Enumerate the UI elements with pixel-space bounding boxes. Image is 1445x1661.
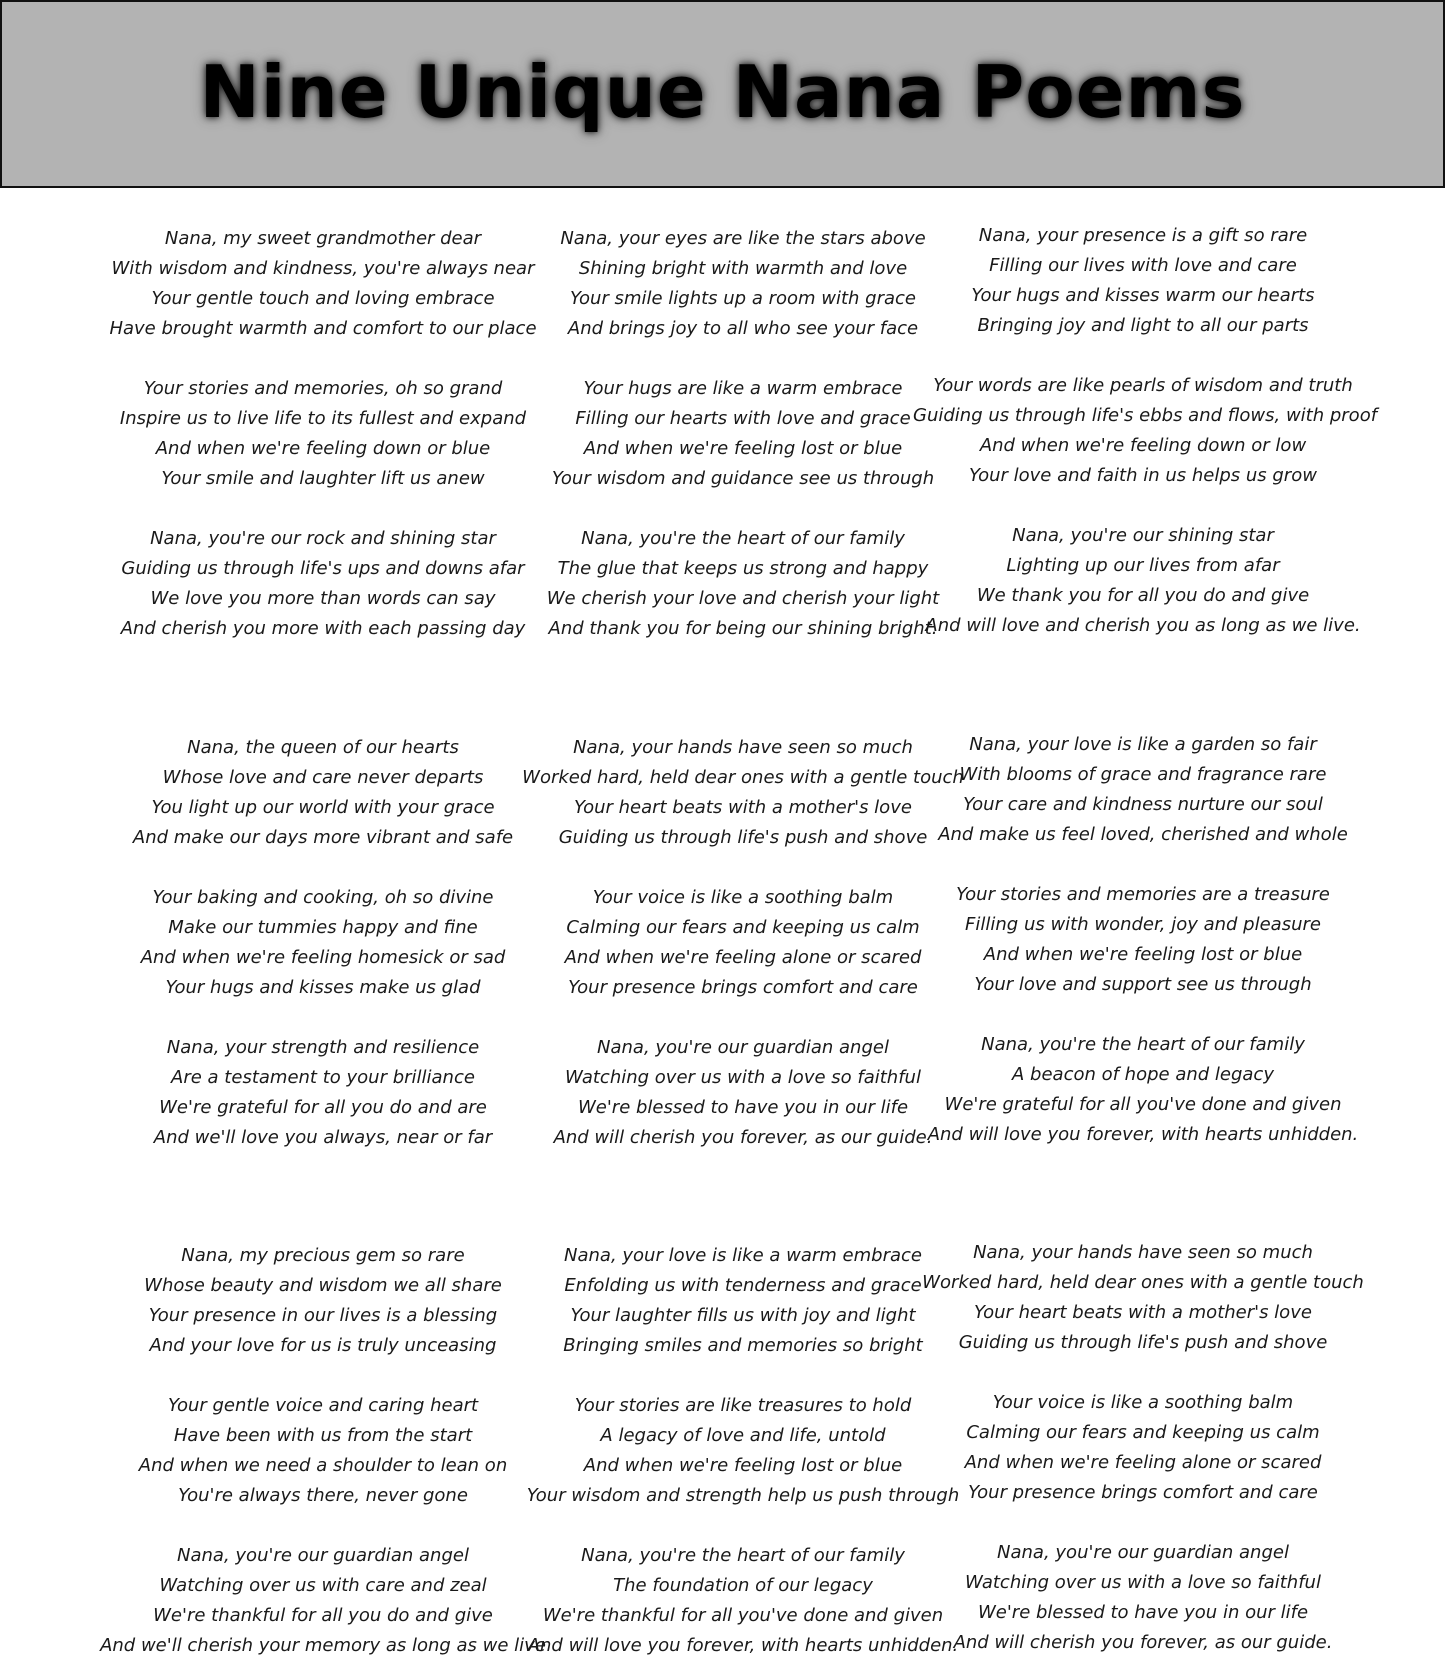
- poem-line: And will love you forever, with hearts unhidden.: [527, 1635, 959, 1656]
- poem-line: The glue that keeps us strong and happy: [557, 558, 929, 579]
- stanza: [913, 521, 1373, 641]
- poem-line: Nana, you're our guardian angel: [597, 1037, 889, 1058]
- poem-line: And brings joy to all who see your face: [567, 318, 919, 339]
- stanza: [93, 224, 553, 344]
- poem-line: We're grateful for all you do and are: [159, 1097, 487, 1118]
- poem-line: Guiding us through life's push and shove: [558, 827, 928, 848]
- stanza: [93, 524, 553, 644]
- stanza: [913, 221, 1373, 341]
- poem-line: Your stories and memories, oh so grand: [143, 378, 503, 399]
- stanza: [513, 224, 973, 344]
- poem-line: Watching over us with a love so faithful: [565, 1067, 921, 1088]
- poem-line: Your stories and memories are a treasure: [956, 884, 1330, 905]
- poem-line: Nana, you're the heart of our family: [581, 528, 905, 549]
- poem-line: Your smile and laughter lift us anew: [161, 468, 485, 489]
- poem-line: We're grateful for all you've done and given: [944, 1094, 1342, 1115]
- stanza: [913, 1238, 1373, 1358]
- poem-4: [93, 733, 553, 1153]
- poem-line: We cherish your love and cherish your light: [546, 588, 940, 609]
- poem-line: And cherish you more with each passing day: [120, 618, 526, 639]
- poem-line: Watching over us with care and zeal: [159, 1575, 487, 1596]
- poem-6: [913, 730, 1373, 1150]
- poem-line: Your hugs and kisses make us glad: [165, 977, 481, 998]
- stanza: [913, 730, 1373, 850]
- stanza: [913, 1030, 1373, 1150]
- poem-line: And when we're feeling alone or scared: [564, 947, 922, 968]
- poem-line: Your care and kindness nurture our soul: [963, 794, 1323, 815]
- poem-line: Nana, the queen of our hearts: [187, 737, 459, 758]
- poem-line: And will love you forever, with hearts unhidden.: [927, 1124, 1359, 1145]
- stanza: [93, 733, 553, 853]
- poem-9: [913, 1238, 1373, 1658]
- stanza: [93, 1241, 553, 1361]
- stanza: [93, 1541, 553, 1661]
- poem-line: And will cherish you forever, as our guide.: [553, 1127, 933, 1148]
- poem-line: Nana, your presence is a gift so rare: [978, 225, 1308, 246]
- poem-line: Nana, you're the heart of our family: [981, 1034, 1305, 1055]
- poem-line: Nana, my sweet grandmother dear: [164, 228, 482, 249]
- stanza: [513, 1241, 973, 1361]
- poem-line: And will love and cherish you as long as we live.: [925, 615, 1361, 636]
- stanza: [513, 1391, 973, 1511]
- poem-line: And when we're feeling down or blue: [155, 438, 491, 459]
- poem-line: And make us feel loved, cherished and whole: [938, 824, 1348, 845]
- poem-line: Your baking and cooking, oh so divine: [152, 887, 494, 908]
- stanza: [513, 374, 973, 494]
- poem-line: A beacon of hope and legacy: [1012, 1064, 1274, 1085]
- poem-line: And when we're feeling alone or scared: [964, 1452, 1322, 1473]
- poem-line: Your hugs are like a warm embrace: [583, 378, 903, 399]
- poem-line: We're blessed to have you in our life: [577, 1097, 909, 1118]
- poem-line: Your presence brings comfort and care: [968, 1482, 1318, 1503]
- poem-7: [93, 1241, 553, 1661]
- poem-8: [513, 1241, 973, 1661]
- stanza: [513, 1033, 973, 1153]
- poem-line: Are a testament to your brilliance: [171, 1067, 475, 1088]
- page-title: Nine Unique Nana Poems: [199, 50, 1246, 134]
- poem-line: Your laughter fills us with joy and light: [570, 1305, 916, 1326]
- poem-line: Worked hard, held dear ones with a gentle touch: [522, 767, 964, 788]
- poem-line: Your presence in our lives is a blessing: [148, 1305, 498, 1326]
- poem-line: Your voice is like a soothing balm: [992, 1392, 1294, 1413]
- poem-line: Nana, you're our guardian angel: [177, 1545, 469, 1566]
- poem-line: You're always there, never gone: [178, 1485, 468, 1506]
- poem-1: [93, 224, 553, 644]
- poem-line: We love you more than words can say: [150, 588, 496, 609]
- stanza: [513, 883, 973, 1003]
- poem-line: Your heart beats with a mother's love: [574, 797, 912, 818]
- stanza: [913, 1388, 1373, 1508]
- poem-line: We're thankful for all you've done and given: [542, 1605, 944, 1626]
- poem-line: Your gentle voice and caring heart: [167, 1395, 479, 1416]
- title-banner: [0, 0, 1445, 188]
- poem-line: And we'll love you always, near or far: [153, 1127, 493, 1148]
- poem-line: With wisdom and kindness, you're always near: [111, 258, 535, 279]
- poem-line: Guiding us through life's ups and downs afar: [121, 558, 525, 579]
- poem-line: And thank you for being our shining bright.: [548, 618, 938, 639]
- poem-line: Your stories are like treasures to hold: [574, 1395, 912, 1416]
- poem-line: Nana, your strength and resilience: [166, 1037, 480, 1058]
- poem-line: We're blessed to have you in our life: [977, 1602, 1309, 1623]
- poem-line: Whose beauty and wisdom we all share: [144, 1275, 502, 1296]
- poem-line: Your hugs and kisses warm our hearts: [971, 285, 1315, 306]
- poem-line: Make our tummies happy and fine: [168, 917, 478, 938]
- stanza: [913, 371, 1378, 491]
- stanza: [93, 374, 553, 494]
- poem-line: Nana, your hands have seen so much: [573, 737, 913, 758]
- poem-5: [513, 733, 973, 1153]
- poem-line: Calming our fears and keeping us calm: [966, 1422, 1320, 1443]
- poem-line: Filling us with wonder, joy and pleasure: [965, 914, 1321, 935]
- poem-line: Lighting up our lives from afar: [1006, 555, 1280, 576]
- poem-line: And when we need a shoulder to lean on: [138, 1455, 508, 1476]
- poem-line: And when we're feeling lost or blue: [583, 438, 903, 459]
- poem-line: Watching over us with a love so faithful: [965, 1572, 1321, 1593]
- poem-line: And when we're feeling down or low: [979, 435, 1307, 456]
- stanza: [513, 1541, 973, 1661]
- poem-line: Nana, my precious gem so rare: [181, 1245, 465, 1266]
- poem-line: And make our days more vibrant and safe: [132, 827, 514, 848]
- poem-line: Your smile lights up a room with grace: [570, 288, 916, 309]
- poem-line: Enfolding us with tenderness and grace: [564, 1275, 922, 1296]
- poem-line: Have brought warmth and comfort to our place: [109, 318, 537, 339]
- poem-line: Your love and faith in us helps us grow: [969, 465, 1317, 486]
- poem-line: With blooms of grace and fragrance rare: [959, 764, 1327, 785]
- poem-line: And when we're feeling homesick or sad: [140, 947, 506, 968]
- stanza: [513, 733, 973, 853]
- poem-line: And we'll cherish your memory as long as we live: [100, 1635, 546, 1656]
- poem-line: Nana, your hands have seen so much: [973, 1242, 1313, 1263]
- poem-line: Bringing joy and light to all our parts: [977, 315, 1309, 336]
- poem-line: Guiding us through life's ebbs and flows, with proof: [913, 405, 1378, 426]
- stanza: [513, 524, 973, 644]
- stanza: [93, 883, 553, 1003]
- poem-2: [513, 224, 973, 644]
- poem-line: Inspire us to live life to its fullest and expand: [119, 408, 527, 429]
- poem-line: Filling our hearts with love and grace: [575, 408, 911, 429]
- poem-line: Your gentle touch and loving embrace: [151, 288, 495, 309]
- poem-line: And your love for us is truly unceasing: [149, 1335, 497, 1356]
- poem-line: You light up our world with your grace: [151, 797, 495, 818]
- poem-line: Nana, your love is like a warm embrace: [564, 1245, 922, 1266]
- poem-line: Guiding us through life's push and shove: [958, 1332, 1328, 1353]
- stanza: [93, 1391, 553, 1511]
- poem-line: And will cherish you forever, as our guide.: [953, 1632, 1333, 1653]
- poem-line: Nana, you're our guardian angel: [997, 1542, 1289, 1563]
- poem-line: And when we're feeling lost or blue: [983, 944, 1303, 965]
- poem-line: Shining bright with warmth and love: [578, 258, 908, 279]
- poem-line: A legacy of love and life, untold: [600, 1425, 886, 1446]
- poem-line: Filling our lives with love and care: [989, 255, 1297, 276]
- poem-line: Your heart beats with a mother's love: [974, 1302, 1312, 1323]
- poem-line: We're thankful for all you do and give: [153, 1605, 493, 1626]
- poem-line: Your voice is like a soothing balm: [592, 887, 894, 908]
- poem-line: Your presence brings comfort and care: [568, 977, 918, 998]
- poem-3: [913, 221, 1378, 641]
- poem-line: And when we're feeling lost or blue: [583, 1455, 903, 1476]
- poem-line: Nana, your eyes are like the stars above: [560, 228, 926, 249]
- stanza: [913, 1538, 1373, 1658]
- poem-line: Whose love and care never departs: [162, 767, 484, 788]
- poem-line: Your words are like pearls of wisdom and truth: [933, 375, 1353, 396]
- poem-line: Worked hard, held dear ones with a gentle touch: [922, 1272, 1364, 1293]
- stanza: [93, 1033, 553, 1153]
- poem-line: Your wisdom and strength help us push through: [526, 1485, 960, 1506]
- poem-line: Your wisdom and guidance see us through: [551, 468, 935, 489]
- poem-line: Have been with us from the start: [173, 1425, 473, 1446]
- poem-line: Nana, you're the heart of our family: [581, 1545, 905, 1566]
- poem-line: Nana, you're our rock and shining star: [150, 528, 496, 549]
- poem-line: Nana, you're our shining star: [1012, 525, 1274, 546]
- stanza: [913, 880, 1373, 1000]
- poem-line: Your love and support see us through: [974, 974, 1312, 995]
- poem-line: Bringing smiles and memories so bright: [563, 1335, 923, 1356]
- poem-line: Nana, your love is like a garden so fair: [969, 734, 1317, 755]
- poem-line: The foundation of our legacy: [613, 1575, 873, 1596]
- poem-line: Calming our fears and keeping us calm: [566, 917, 920, 938]
- poem-line: We thank you for all you do and give: [976, 585, 1310, 606]
